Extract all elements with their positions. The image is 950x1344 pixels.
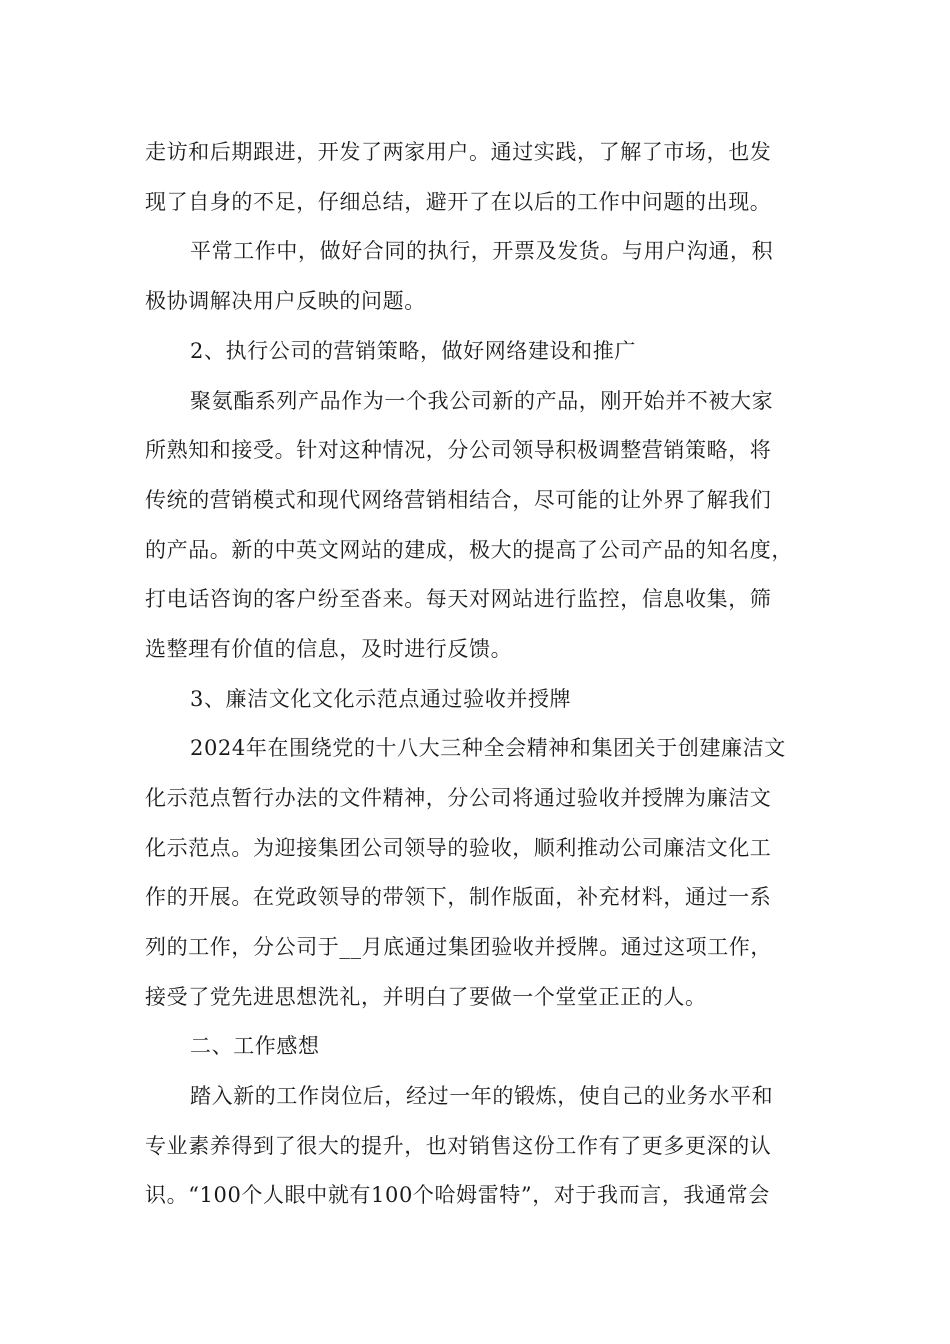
text-line: 化示范点暂行办法的文件精神，分公司将通过验收并授牌为廉洁文 — [145, 786, 772, 810]
paragraph-line: 聚氨酯系列产品作为一个我公司新的产品，刚开始并不被大家 — [190, 389, 774, 413]
text-line: 接受了党先进思想洗礼，并明白了要做一个堂堂正正的人。 — [145, 985, 707, 1009]
text-line: 列的工作，分公司于__月底通过集团验收并授牌。通过这项工作， — [145, 935, 772, 959]
text-line: 的产品。新的中英文网站的建成，极大的提高了公司产品的知名度， — [145, 538, 793, 562]
text-line: 走访和后期跟进，开发了两家用户。通过实践，了解了市场，也发 — [145, 140, 772, 164]
section-heading: 2、执行公司的营销策略，做好网络建设和推广 — [190, 339, 636, 363]
section-heading: 3、廉洁文化文化示范点通过验收并授牌 — [190, 687, 572, 711]
text-line: 所熟知和接受。针对这种情况，分公司领导积极调整营销策略，将 — [145, 438, 772, 462]
text-line: 传统的营销模式和现代网络营销相结合，尽可能的让外界了解我们 — [145, 488, 772, 512]
paragraph-line: 2024年在围绕党的十八大三种全会精神和集团关于创建廉洁文 — [190, 736, 786, 760]
text-line: 专业素养得到了很大的提升，也对销售这份工作有了更多更深的认 — [145, 1134, 772, 1158]
paragraph-line: 平常工作中，做好合同的执行，开票及发货。与用户沟通，积 — [190, 239, 774, 263]
text-line: 作的开展。在党政领导的带领下，制作版面，补充材料，通过一系 — [145, 885, 772, 909]
text-line: 极协调解决用户反映的问题。 — [145, 289, 426, 313]
text-line: 选整理有价值的信息，及时进行反馈。 — [145, 637, 513, 661]
text-line: 识。“100个人眼中就有100个哈姆雷特”，对于我而言，我通常会 — [145, 1183, 770, 1207]
text-line: 打电话咨询的客户纷至沓来。每天对网站进行监控，信息收集，筛 — [145, 587, 772, 611]
section-heading: 二、工作感想 — [190, 1034, 320, 1058]
paragraph-line: 踏入新的工作岗位后，经过一年的锻炼，使自己的业务水平和 — [190, 1084, 774, 1108]
text-line: 化示范点。为迎接集团公司领导的验收，顺利推动公司廉洁文化工 — [145, 836, 772, 860]
text-line: 现了自身的不足，仔细总结，避开了在以后的工作中问题的出现。 — [145, 190, 772, 214]
